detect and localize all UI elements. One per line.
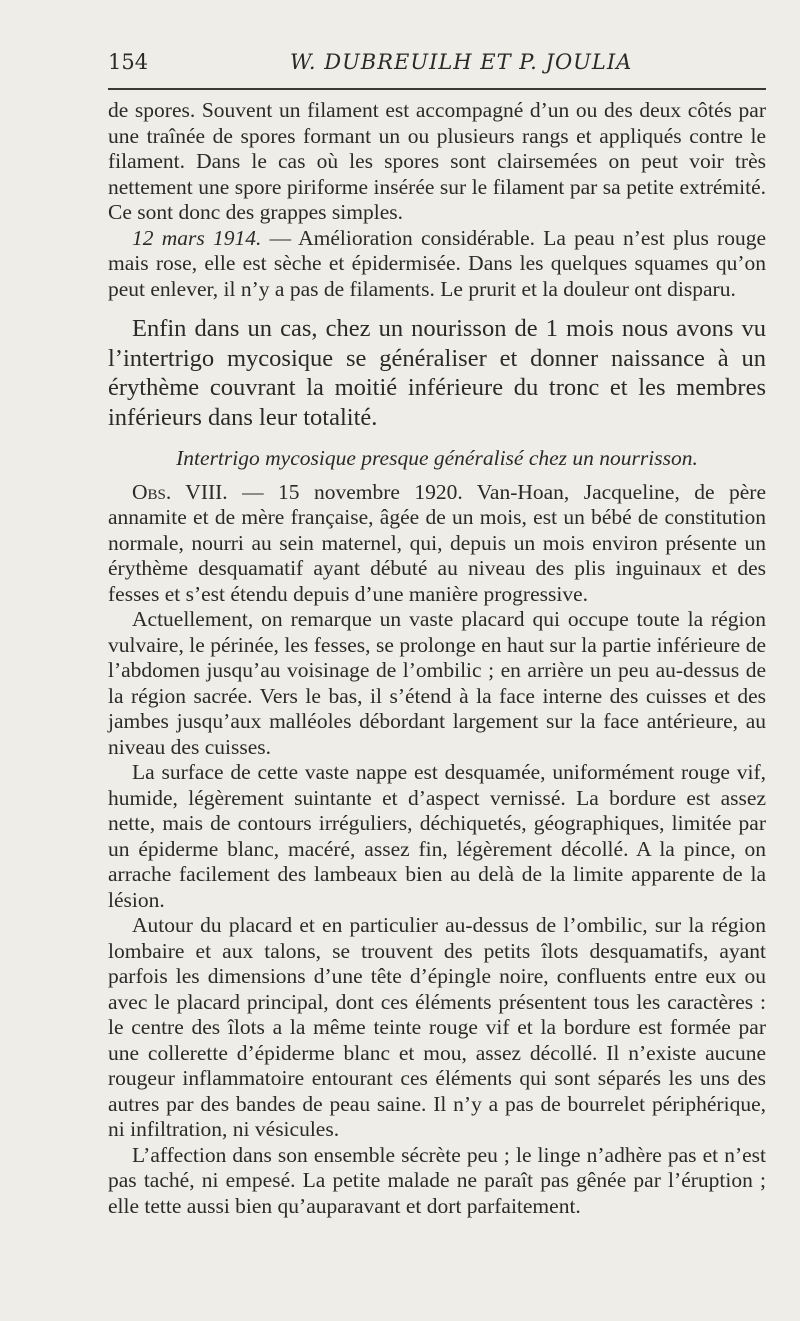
header-rule bbox=[108, 88, 766, 90]
page-body bbox=[108, 98, 766, 1219]
observation-label: Obs. VIII. bbox=[132, 479, 228, 504]
entry-date: 12 mars 1914. bbox=[132, 225, 262, 250]
section-subheading: Intertrigo mycosique presque généralisé chez un nourrisson. bbox=[176, 446, 698, 470]
running-title: W. DUBREUILH ET P. JOULIA bbox=[290, 50, 633, 74]
paragraph-2-text: — Amélioration considérable. La peau n’est plus rouge mais rose, elle est sèche et épidermisée. Dans les quelques squames qu’on peut enlever, il n’y a pas de filaments. Le prurit et la douleur ont disparu. bbox=[108, 225, 766, 301]
paragraph-4 bbox=[108, 480, 766, 608]
paragraph-1: de spores. Souvent un filament est accompagné d’un ou des deux côtés par une traînée de spores formant un ou plusieurs rangs et appliqués contre le filament. Dans le cas où les spores sont clairsemées on peut voir très nettement une spore piriforme insérée sur le filament par sa petite extrémité. Ce sont donc des grappes simples. bbox=[108, 98, 766, 224]
paragraph-8: L’affection dans son ensemble sécrète peu ; le linge n’adhère pas et n’est pas taché, ni empesé. La petite malade ne paraît pas gênée par l’éruption ; elle tette aussi bien qu’auparavant et dort parfaitement. bbox=[108, 1142, 766, 1218]
paragraph-3: Enfin dans un cas, chez un nourisson de 1 mois nous avons vu l’intertrigo mycosique se généraliser et donner naissance à un érythème couvrant la moitié inférieure du tronc et les membres inférieurs dans leur totalité. bbox=[108, 315, 766, 431]
paragraph-6: La surface de cette vaste nappe est desquamée, uniformément rouge vif, humide, légèrement suintante et d’aspect vernissé. La bordure est assez nette, mais de contours irréguliers, déchiquetés, géographiques, limitée par un épiderme blanc, macéré, assez fin, légèrement décollé. A la pince, on arrache facilement des lambeaux bien au delà de la limite apparente de la lésion. bbox=[108, 760, 766, 912]
paragraph-5: Actuellement, on remarque un vaste placard qui occupe toute la région vulvaire, le périnée, les fesses, se prolonge en haut sur la partie inférieure de l’abdomen jusqu’au voisinage de l’ombilic ; en arrière un peu au-dessus de la région sacrée. Vers le bas, il s’étend à la face interne des cuisses et des jambes jusqu’aux malléoles débordant largement sur la face antérieure, au niveau des cuisses. bbox=[108, 607, 766, 759]
page-number: 154 bbox=[108, 50, 149, 74]
paragraph-2 bbox=[108, 226, 766, 303]
paragraph-4-text: — 15 novembre 1920. Van-Hoan, Jacqueline, de père annamite et de mère française, âgée de un mois, est un bébé de constitution normale, nourri au sein maternel, qui, depuis un mois environ présente un érythème desquamatif ayant débuté au niveau des plis inguinaux et des fesses et s’est étendu depuis d’une manière progressive. bbox=[108, 479, 766, 606]
paragraph-7: Autour du placard et en particulier au-dessus de l’ombilic, sur la région lombaire et aux talons, se trouvent des petits îlots desquamatifs, ayant parfois les dimensions d’une tête d’épingle noire, confluents entre eux ou avec le placard principal, dont ces éléments présentent tous les caractères : le centre des îlots a la même teinte rouge vif et la bordure est formée par une collerette d’épiderme blanc et mou, assez décollé. Il n’existe aucune rougeur inflammatoire entourant ces éléments qui sont séparés les uns des autres par des bandes de peau saine. Il n’y a pas de bourrelet périphérique, ni infiltration, ni vésicules. bbox=[108, 913, 766, 1141]
page-header bbox=[108, 46, 768, 80]
